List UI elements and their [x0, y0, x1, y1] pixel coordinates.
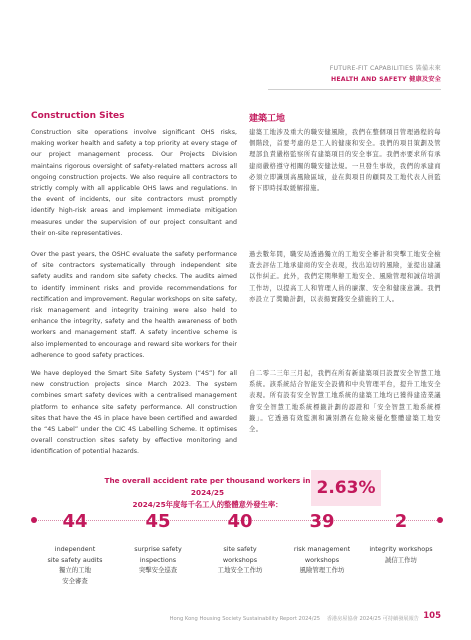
section-header-en: FUTURE-FIT CAPABILITIES [329, 65, 414, 72]
stat-label [117, 544, 199, 576]
stat-label-zh: 突擊安全巡查 [138, 566, 178, 574]
stat-label-en-2: site safety audits [47, 555, 103, 564]
stat-value: 2 [394, 511, 408, 532]
paragraph-en-1: Construction site operations involve significant OHS risks, making worker health and safety a top priority at every stage of our project management process. Our Projects Division maintains rigorous oversight of safety-related matters across all ongoing construction projects. We also require all contractors to strictly comply with all applicable OHS laws and regulations. In the event of incidents, our site contractors must promptly identify high-risk areas and implement immediate mitigation measures under the supervision of our project consultant and their on-site representatives. [31, 129, 237, 237]
stat-label-zh: 工地安全工作坊 [217, 566, 263, 574]
stat-integrity-workshops [360, 510, 442, 565]
section-header-zh: 裝備未來 [415, 65, 441, 72]
stat-risk-management-workshops [281, 510, 363, 576]
page-number: 105 [423, 611, 441, 621]
footer-report-title [170, 615, 419, 622]
paragraph-zh-2: 過去數年間，職安局透過獨立的工地安全審計和突擊工地安全檢查去評估工地承建商的安全表現，找出迫切的風險，並提出建議以作糾正。此外，我們定期舉辦工地安全、風險管理和誠信培訓工作坊，以提高工人和管理人員的廉潔、安全和健康意識。我們亦設立了獎勵計劃，以表揚實踐安全措施的工人。 [249, 251, 441, 303]
stat-label-zh: 誠信工作坊 [385, 555, 417, 564]
accident-rate-caption-en: The overall accident rate per thousand workers in 2024/25 [104, 476, 311, 497]
header-divider [268, 89, 441, 90]
subsection-header-zh: 健康及安全 [409, 76, 441, 83]
paragraph-zh-1: 建築工地涉及重大的職安健風險，我們在整個項目管理過程的每個階段，首要考慮的是工人的健康和安全。我們的項目策劃及管理部負責嚴格監察所有建築項目的安全事宜。我們亦要求所有承建商嚴格遵守相關的職安健法規。一旦發生事故，我們的承建商必須立即識別高風險區域，並在與項目的顧問及工地代表人員監督下即時採取緩解措施。 [249, 129, 441, 193]
accident-rate-value: 2.63% [311, 470, 381, 506]
accident-rate-caption-zh: 2024/25年度每千名工人的整體意外發生率： [132, 500, 283, 509]
stat-label [199, 544, 281, 576]
paragraph-zh-3: 自二零二三年三月起，我們在所有新建築項目設置安全智慧工地系統。該系統結合智能安全設備和中央管理平台，提升工地安全表現。所有設有安全智慧工地系統的建築工地均已獲得建造業議會安全智慧工地系統標籤計劃的認證和「安全智慧工地系統標籤」。它透過有效監測和識別潛在危險來優化整體建築工地安全。 [249, 370, 441, 434]
stat-label-en-2: inspections [139, 555, 177, 564]
stat-surprise-inspections [117, 510, 199, 576]
stat-label-en-2: workshops [304, 555, 340, 564]
stat-label-en-1: risk management [293, 545, 351, 553]
footer-report-zh: 香港房屋協會 2024/25 可持續發展報告 [326, 616, 419, 622]
accident-rate-caption [90, 475, 325, 511]
paragraph-en-3: We have deployed the Smart Site Safety System (“4S”) for all new construction projects since March 2023. The system combines smart safety devices with a centralised management platform to enhance site safety performance. All construction sites that have the 4S in place have been certified and awarded the “4S Label” under the CIC 4S Labelling Scheme. It optimises overall construction sites safety by effective monitoring and identification of potential hazards. [31, 370, 237, 456]
stat-label-en-1: surprise safety [134, 545, 182, 553]
subsection-header-en: HEALTH AND SAFETY [330, 76, 407, 83]
section-title-en: Construction Sites [31, 111, 125, 121]
stat-label [360, 544, 442, 565]
footer-report-en: Hong Kong Housing Society Sustainability Report 2024/25 [169, 616, 321, 622]
paragraph-en-2: Over the past years, the OSHC evaluate the safety performance of site contractors systematically through independent site safety audits and random site safety checks. The audits aimed to identify imminent risks and provide recommendations for rectification and improvement. Regular workshops on site safety, risk management and integrity training were also held to enhance the integrity, safety and the health awareness of both workers and management staff. A safety incentive scheme is also implemented to encourage and reward site workers for their adherence to good safety practices. [31, 251, 237, 359]
stat-label-zh: 獨立的工地安全審查 [59, 566, 91, 585]
stat-label [281, 544, 363, 576]
section-header [330, 63, 441, 72]
stat-value: 39 [309, 511, 335, 532]
section-title-zh: 建築工地 [249, 114, 286, 124]
stat-label-en-1: integrity workshops [369, 545, 433, 553]
stat-site-safety-workshops [199, 510, 281, 576]
stat-label [34, 544, 116, 586]
stat-label-en-1: independent [54, 545, 96, 553]
stat-label-en-1: site safety [223, 545, 257, 553]
stat-label-en-2: workshops [222, 555, 258, 564]
stat-site-safety-audits [34, 510, 116, 586]
subsection-header [331, 74, 441, 83]
stat-label-zh: 風險管理工作坊 [299, 566, 345, 574]
stat-value: 45 [145, 511, 171, 532]
stat-value: 40 [227, 511, 253, 532]
stat-value: 44 [62, 511, 88, 532]
